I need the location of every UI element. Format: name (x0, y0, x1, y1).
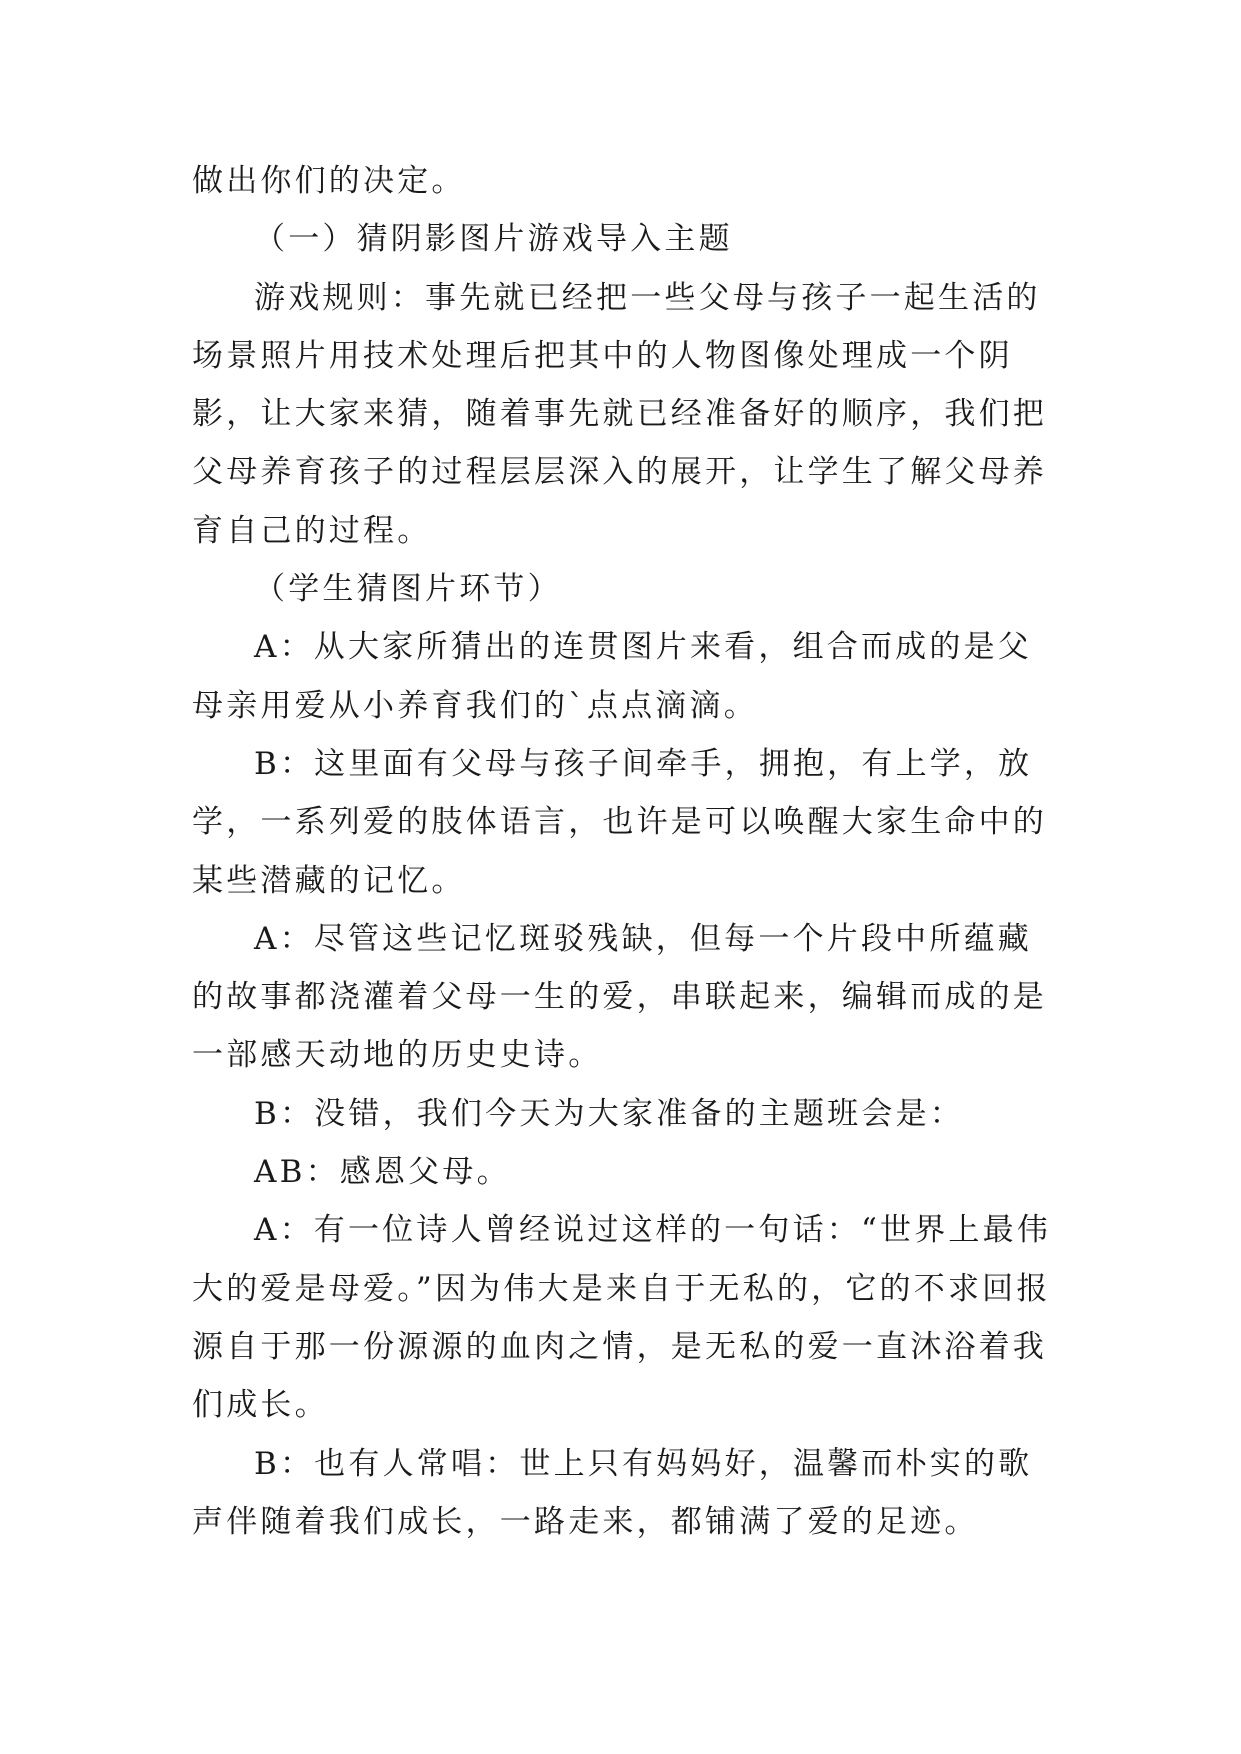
paragraph-dialogue-a3: A：有一位诗人曾经说过这样的一句话：“世界上最伟大的爱是母爱。”因为伟大是来自于无私的，它的不求回报源自于那一份源源的血肉之情，是无私的爱一直沐浴着我们成长。 (192, 1212, 1052, 1424)
section-heading: （一）猜阴影图片游戏导入主题 (254, 221, 733, 258)
paragraph-dialogue-ab: AB：感恩父母。 (254, 1154, 511, 1191)
paragraph-dialogue-a2: A：尽管这些记忆斑驳残缺，但每一个片段中所蕴藏的故事都浇灌着父母一生的爱，串联起来，编辑而成的是一部感天动地的历史史诗。 (192, 920, 1047, 1074)
document-body (192, 152, 1052, 1551)
paragraph-continuation: 做出你们的决定。 (192, 163, 466, 199)
paragraph-dialogue-a1: A：从大家所猜出的连贯图片来看，组合而成的是父母亲用爱从小养育我们的`点点滴滴。 (192, 629, 1032, 724)
paragraph-dialogue-b3: B：也有人常唱：世上只有妈妈好，温馨而朴实的歌声伴随着我们成长，一路走来，都铺满了爱的足迹。 (192, 1445, 1033, 1540)
paragraph-dialogue-b2: B：没错，我们今天为大家准备的主题班会是： (254, 1095, 964, 1132)
paragraph-game-rules: 游戏规则：事先就已经把一些父母与孩子一起生活的场景照片用技术处理后把其中的人物图像处理成一个阴影，让大家来猜，随着事先就已经准备好的顺序，我们把父母养育孩子的过程层层深入的展开，让学生了解父母养育自己的过程。 (192, 279, 1047, 549)
paragraph-stage-note: （学生猜图片环节） (254, 571, 562, 608)
paragraph-dialogue-b1: B：这里面有父母与孩子间牵手，拥抱，有上学，放学，一系列爱的肢体语言，也许是可以唤醒大家生命中的某些潜藏的记忆。 (192, 745, 1047, 899)
